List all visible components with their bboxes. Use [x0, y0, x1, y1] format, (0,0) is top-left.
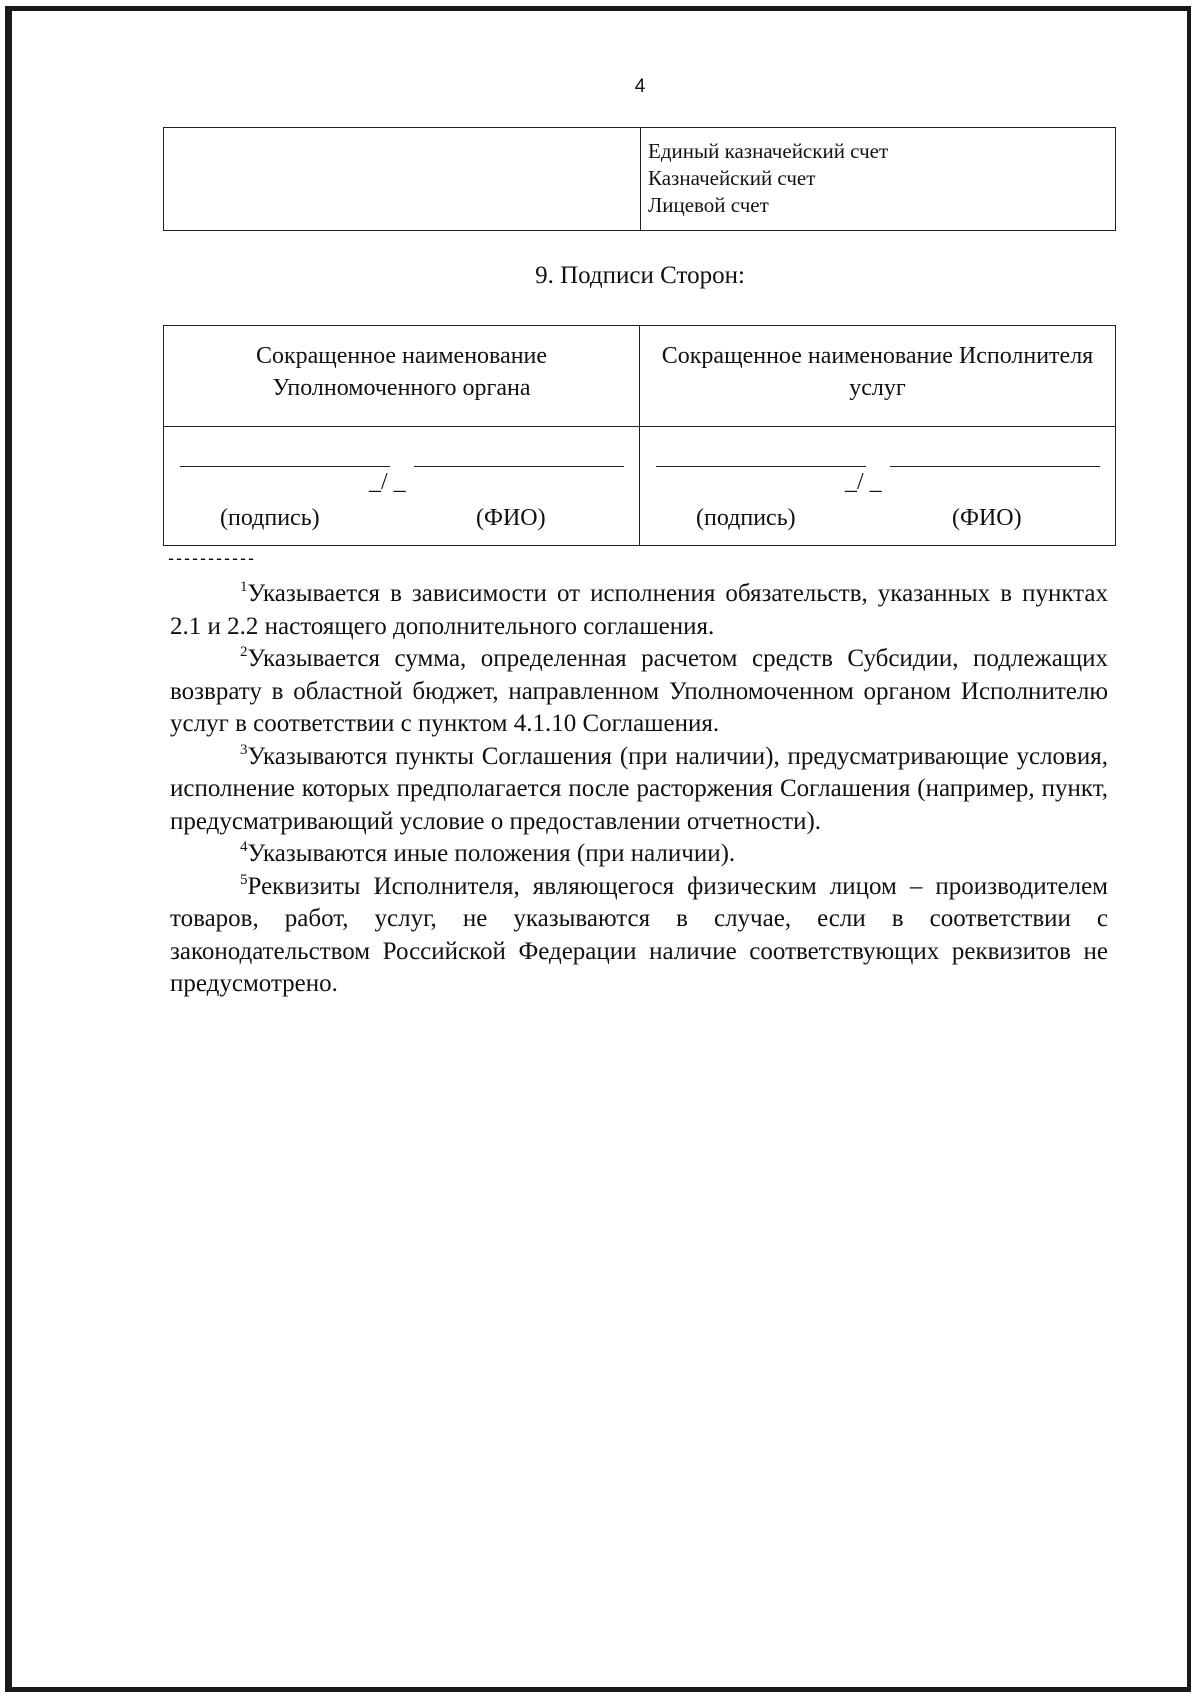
- signature-slash: _/ _: [845, 469, 882, 495]
- footnotes: [170, 578, 1108, 1001]
- account-line-personal: Лицевой счет: [648, 193, 769, 217]
- footnote-4: [170, 838, 1108, 871]
- fio-line: [890, 466, 1100, 467]
- signature-label: (подпись): [220, 505, 320, 531]
- footnote-marker: 4: [240, 839, 248, 855]
- footnote-5: [170, 871, 1108, 1001]
- accounts-table-right-cell: [641, 128, 1116, 231]
- footnote-separator: -----------: [168, 548, 256, 568]
- footnote-1: [170, 578, 1108, 643]
- footnote-marker: 1: [240, 579, 248, 595]
- footnote-text: Указывается в зависимости от исполнения обязательств, указанных в пунктах 2.1 и 2.2 настоящего дополнительного соглашения.: [170, 580, 1108, 640]
- fio-line: [414, 466, 624, 467]
- footnote-marker: 5: [240, 871, 248, 888]
- fio-label: (ФИО): [476, 505, 546, 531]
- signature-line: [656, 466, 866, 467]
- fio-label: (ФИО): [952, 505, 1022, 531]
- signature-label: (подпись): [696, 505, 796, 531]
- contractor-signature-cell: [640, 427, 1116, 546]
- footnote-text: Реквизиты Исполнителя, являющегося физическим лицом – производителем товаров, работ, услуг, не указываются в случае, если в соответствии с законодательством Российской Федерации наличие соответствующих реквизитов не предусмотрено.: [170, 872, 1108, 997]
- signature-slash: _/ _: [369, 469, 406, 495]
- page-number: 4: [634, 76, 646, 97]
- signatures-table: [163, 325, 1116, 546]
- signatures-right-header: [640, 326, 1116, 427]
- footnote-marker: 2: [240, 644, 248, 660]
- footnote-marker: 3: [240, 741, 248, 758]
- account-line-treasury: Казначейский счет: [648, 166, 816, 190]
- section-title: 9. Подписи Сторон:: [535, 262, 745, 289]
- authority-short-name: Сокращенное наименование Уполномоченного органа: [255, 343, 548, 401]
- footnote-text: Указываются иные положения (при наличии).: [247, 840, 736, 867]
- footnote-2: [170, 643, 1108, 741]
- footnote-text: Указываются пункты Соглашения (при наличии), предусматривающие условия, исполнение которых предполагается после расторжения Соглашения (например, пункт, предусматривающий условие о предоставлении отчетности).: [170, 742, 1108, 835]
- signatures-left-header: [164, 326, 640, 427]
- account-line-unified: Единый казначейский счет: [648, 139, 889, 163]
- authority-signature-cell: [164, 427, 640, 546]
- signature-line: [180, 466, 390, 467]
- accounts-table: [163, 127, 1116, 231]
- footnote-3: [170, 741, 1108, 839]
- footnote-text: Указывается сумма, определенная расчетом средств Субсидии, подлежащих возврату в областной бюджет, направленном Уполномоченном органом Исполнителю услуг в соответствии с пунктом 4.1.10 Соглашения.: [170, 645, 1108, 737]
- accounts-table-left-cell: [164, 128, 641, 231]
- contractor-short-name: Сокращенное наименование Исполнителя услуг: [661, 343, 1094, 401]
